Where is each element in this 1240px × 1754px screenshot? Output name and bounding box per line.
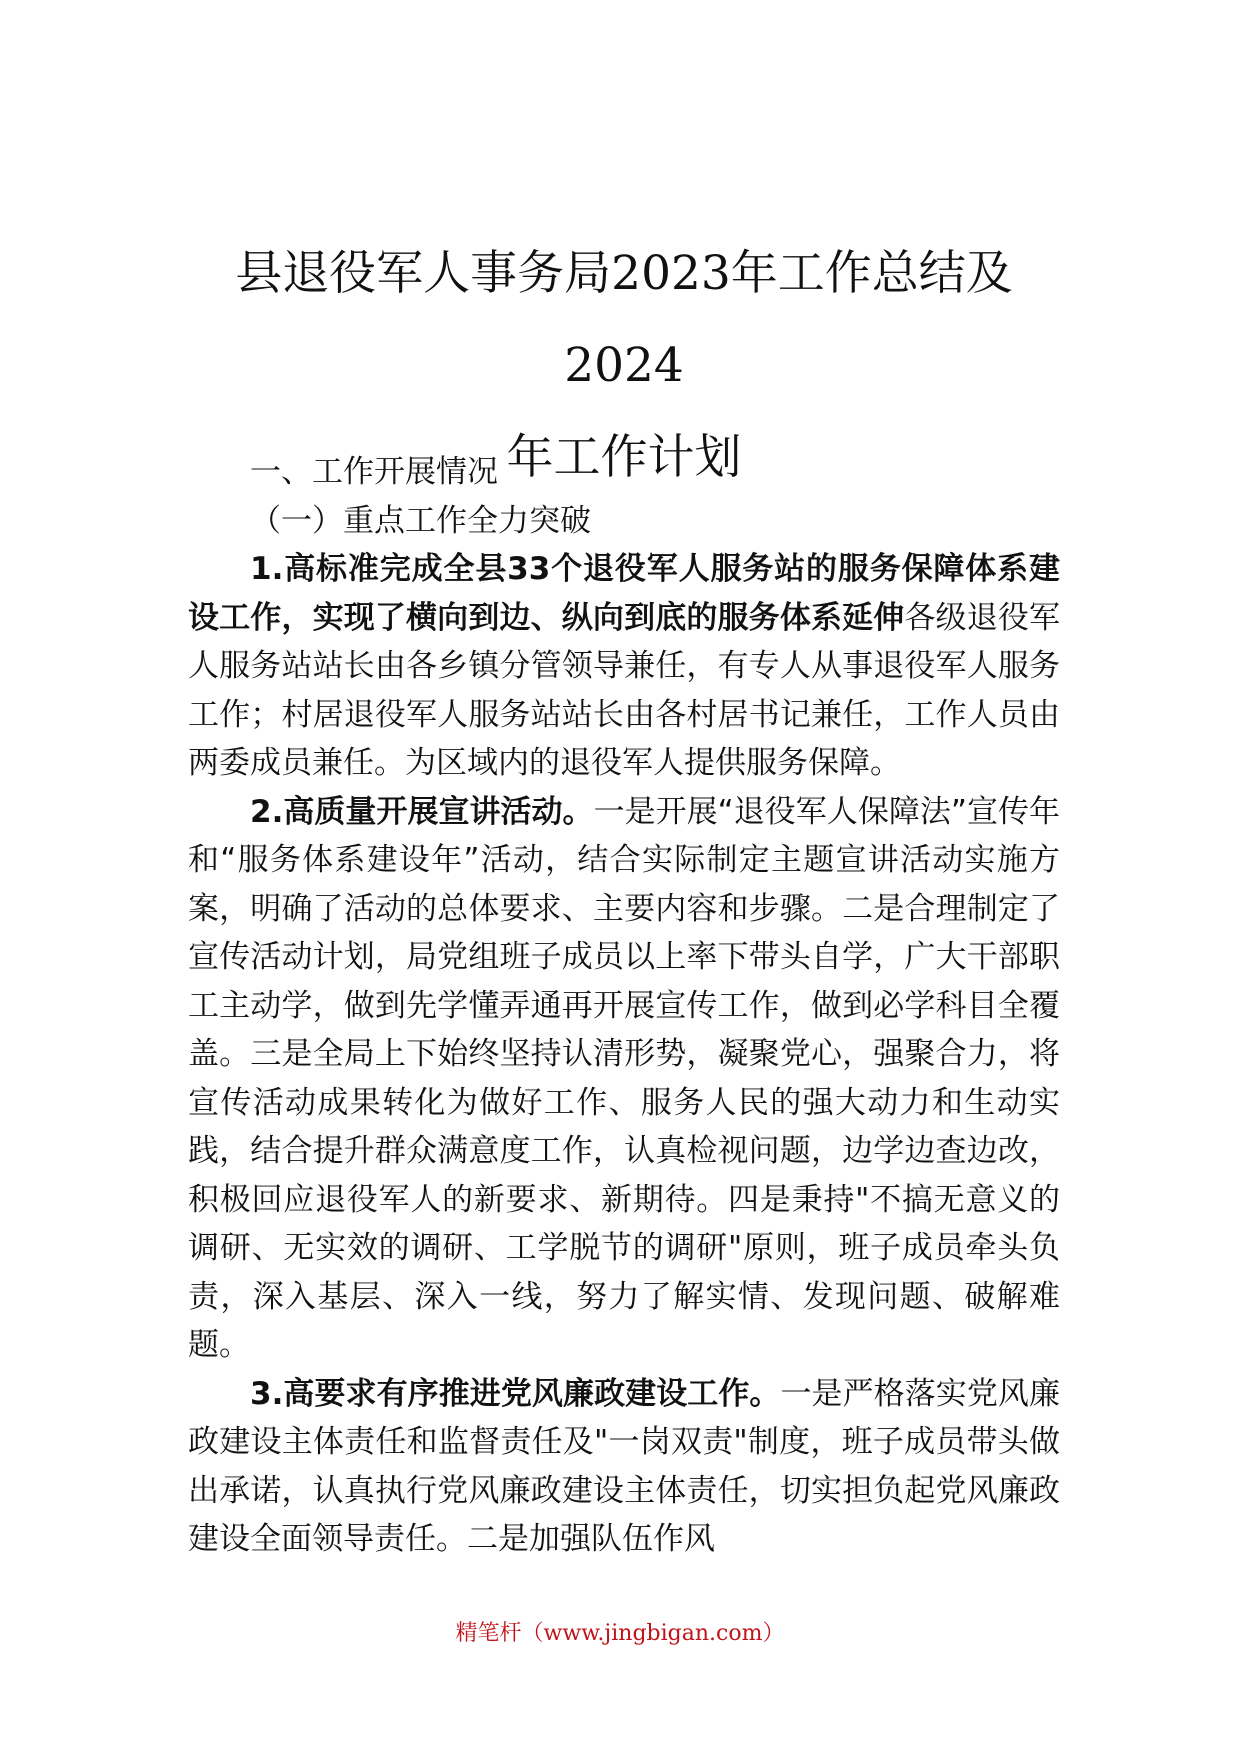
item-2-text: 一是开展“退役军人保障法”宣传年和“服务体系建设年”活动，结合实际制定主题宣讲活动实施方案，明确了活动的总体要求、主要内容和步骤。二是合理制定了宣传活动计划，局党组班子成员以上率下带头自学，广大干部职工主动学，做到先学懂弄通再开展宣传工作，做到必学科目全覆盖。三是全局上下始终坚持认清形势，凝聚党心，强聚合力，将宣传活动成果转化为做好工作、服务人民的强大动力和生动实践，结合提升群众满意度工作，认真检视问题，边学边查边改，积极回应退役军人的新要求、新期待。四是秉持"不搞无意义的调研、无实效的调研、工学脱节的调研"原则，班子成员牵头负责，深入基层、深入一线，努力了解实情、发现问题、破解难题。 (188, 793, 1060, 1363)
item-3-bold-lead: 3.高要求有序推进党风廉政建设工作。 (250, 1375, 781, 1412)
title-line-2: 年工作计划 (506, 430, 742, 485)
footer-watermark: 精笔杆（www.jingbigan.com） (455, 1621, 785, 1646)
subsection-heading-1: （一）重点工作全力突破 (250, 502, 591, 539)
item-3-text: 一是严格落实党风廉政建设主体责任和监督责任及"一岗双责"制度，班子成员带头做出承诺，认真执行党风廉政建设主体责任，切实担负起党风廉政建设全面领导责任。二是加强队伍作风 (188, 1375, 1060, 1557)
paragraph-item-1 (188, 545, 1060, 788)
section-heading-1: 一、工作开展情况 (250, 454, 498, 490)
item-1-bold-lead: 1.高标准完成全县33个退役军人服务站的服务保障体系建设工作，实现了横向到边、纵向到底的服务体系延伸 (188, 551, 1060, 636)
document-page (188, 0, 1060, 1754)
document-body (188, 448, 1060, 1564)
item-1-text: 各级退役军人服务站站长由各乡镇分管领导兼任，有专人从事退役军人服务工作；村居退役军人服务站站长由各村居书记兼任，工作人员由两委成员兼任。为区域内的退役军人提供服务保障。 (188, 599, 1060, 781)
item-2-bold-lead: 2.高质量开展宣讲活动。 (250, 793, 594, 830)
paragraph-item-3 (188, 1370, 1060, 1564)
title-line-1: 县退役军人事务局2023年工作总结及2024 (235, 246, 1013, 393)
paragraph-item-2 (188, 788, 1060, 1370)
